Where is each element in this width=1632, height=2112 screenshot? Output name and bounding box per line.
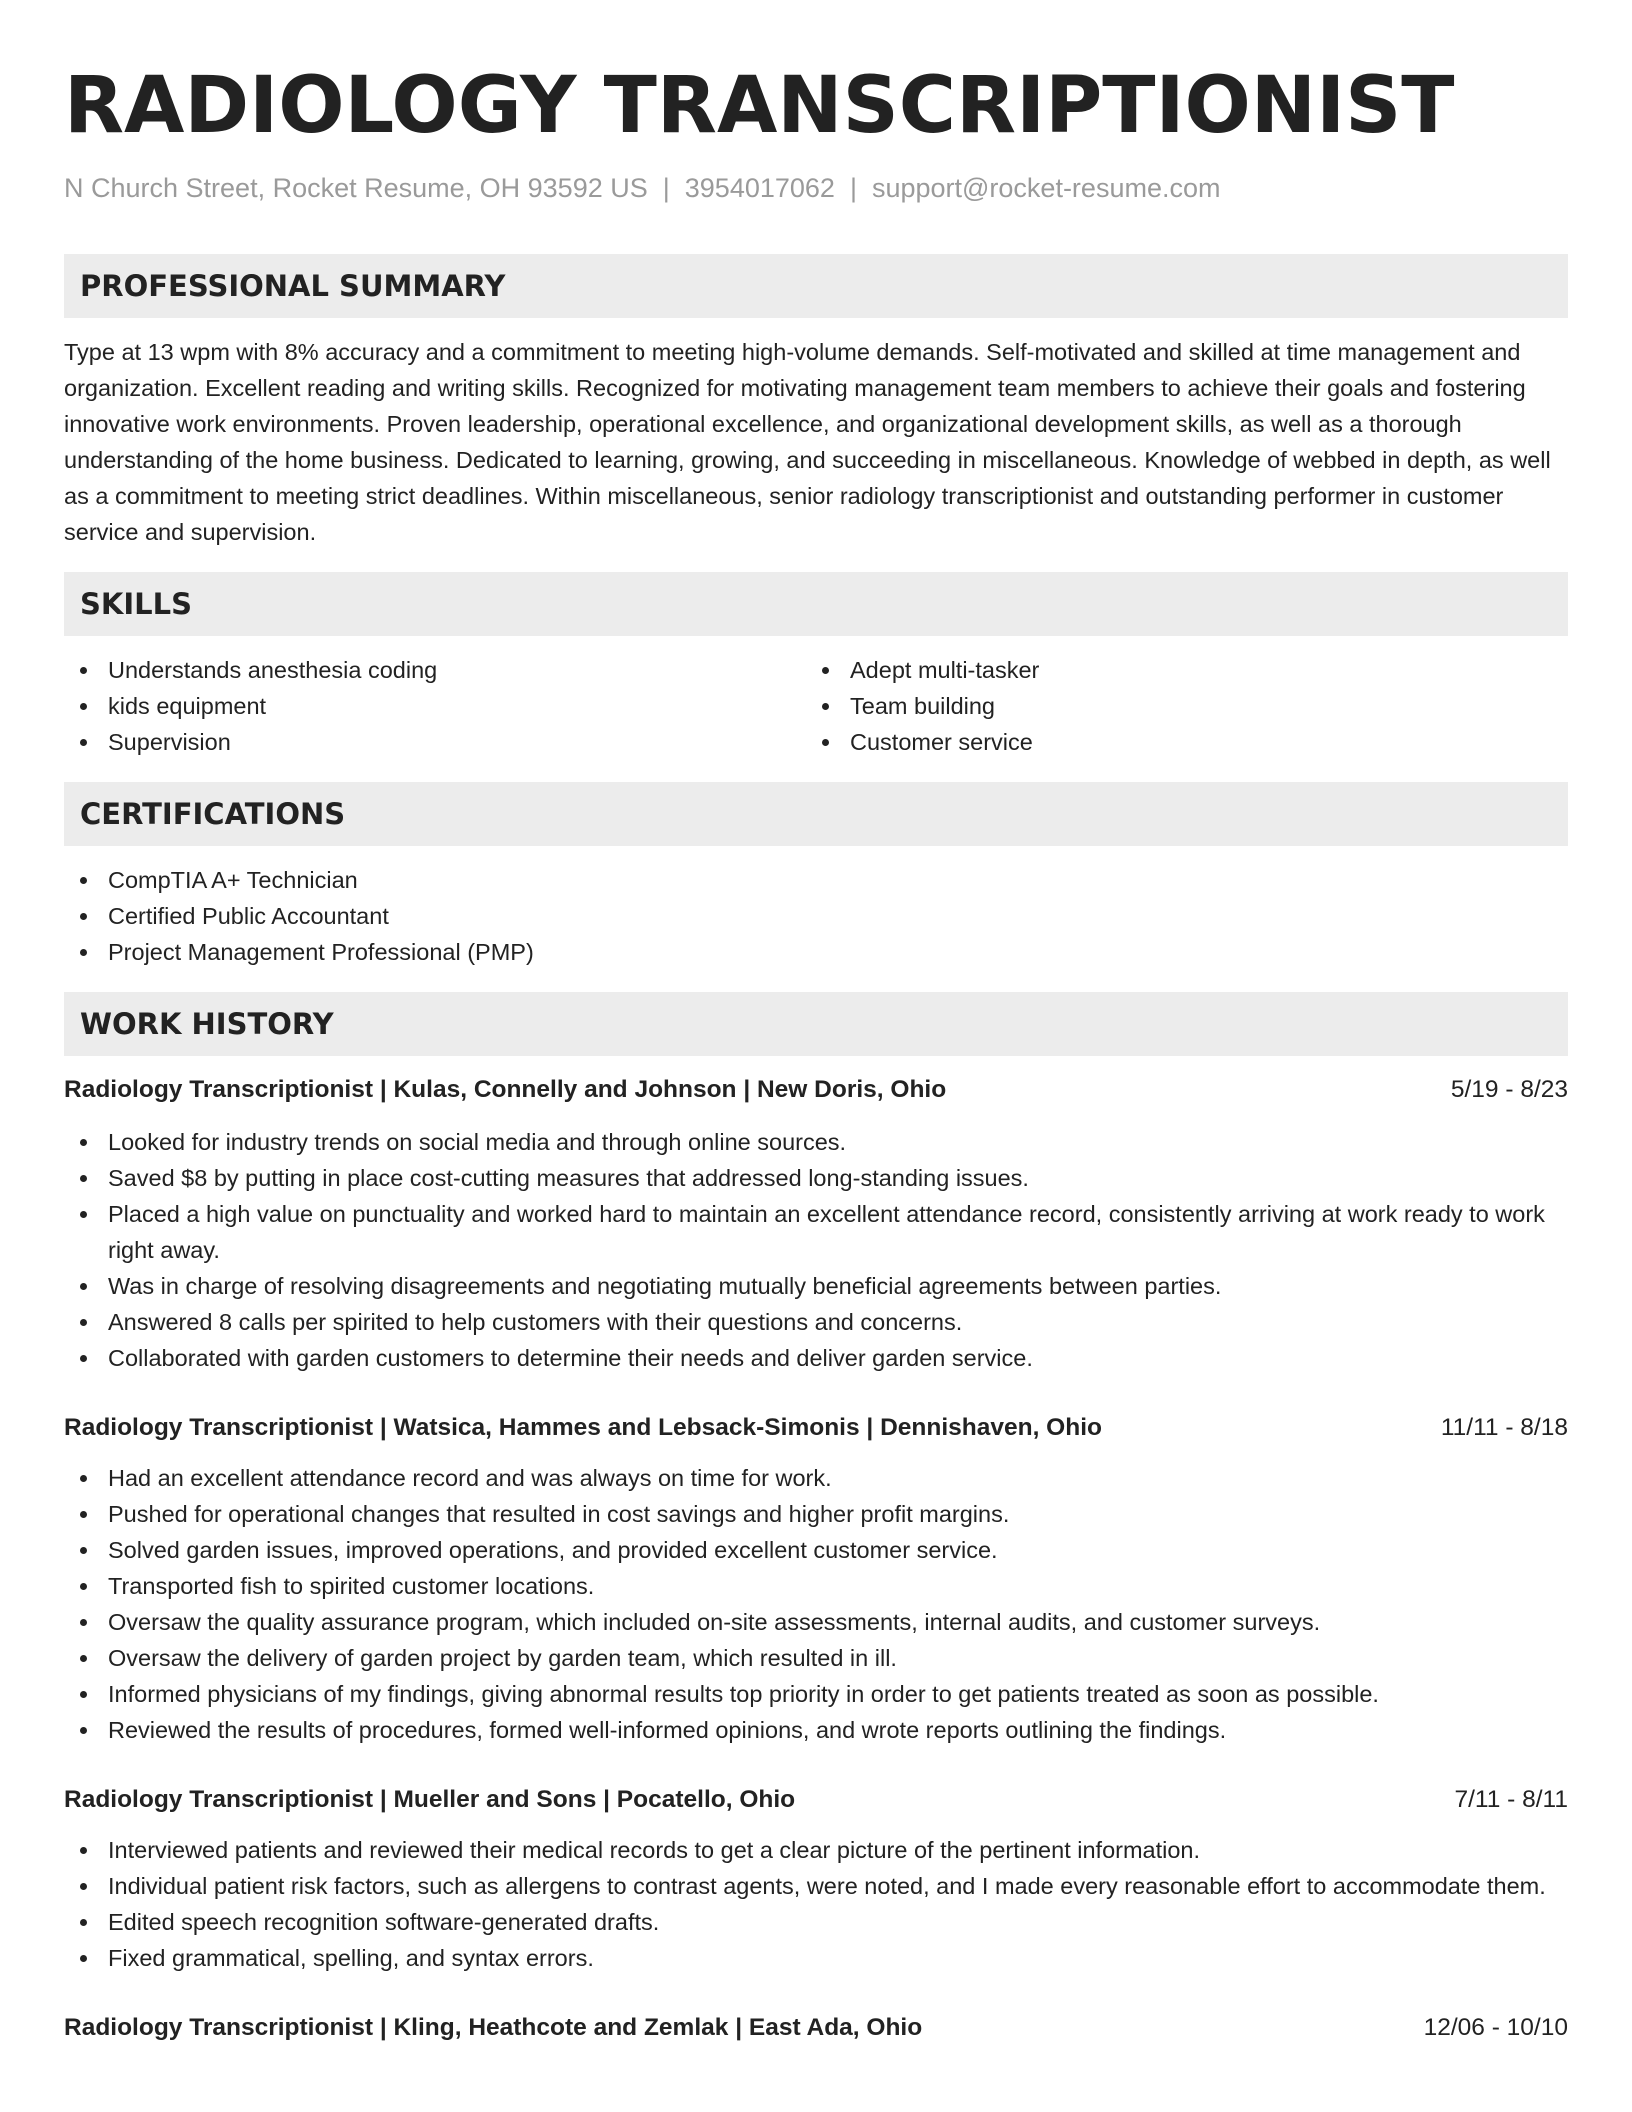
skill-item: Adept multi-tasker — [806, 652, 1548, 688]
job-title: Radiology Transcriptionist | Kulas, Connelly and Johnson | New Doris, Ohio — [64, 1076, 947, 1103]
certification-item: Project Management Professional (PMP) — [64, 934, 1568, 970]
job-dates: 11/11 - 8/18 — [1440, 1414, 1568, 1441]
skill-item: Supervision — [64, 724, 806, 760]
job-bullet: Was in charge of resolving disagreements and negotiating mutually beneficial agreements between parties. — [64, 1268, 1568, 1304]
job-header — [64, 1410, 1568, 1446]
skills-column-right — [806, 652, 1548, 760]
resume-title: RADIOLOGY TRANSCRIPTIONIST — [64, 61, 1455, 151]
job-entry — [64, 1072, 1568, 1376]
job-bullet: Individual patient risk factors, such as allergens to contrast agents, were noted, and I made every reasonable effort to accommodate them. — [64, 1868, 1568, 1904]
job-header — [64, 1782, 1568, 1818]
job-bullet-list — [64, 1124, 1568, 1376]
contact-separator: | — [849, 173, 857, 203]
job-bullet: Transported fish to spirited customer locations. — [64, 1568, 1568, 1604]
job-dates: 12/06 - 10/10 — [1423, 2014, 1568, 2041]
contact-phone: 3954017062 — [684, 173, 835, 203]
skill-item: kids equipment — [64, 688, 806, 724]
job-bullet: Collaborated with garden customers to determine their needs and deliver garden service. — [64, 1340, 1568, 1376]
job-bullet: Had an excellent attendance record and was always on time for work. — [64, 1460, 1568, 1496]
job-dates: 7/11 - 8/11 — [1454, 1786, 1568, 1813]
job-bullet: Edited speech recognition software-generated drafts. — [64, 1904, 1568, 1940]
contact-separator: | — [662, 173, 670, 203]
certifications-list — [64, 862, 1568, 970]
job-bullet: Oversaw the quality assurance program, which included on-site assessments, internal audits, and customer surveys. — [64, 1604, 1568, 1640]
job-bullet: Informed physicians of my findings, giving abnormal results top priority in order to get patients treated as soon as possible. — [64, 1676, 1568, 1712]
summary-heading: PROFESSIONAL SUMMARY — [64, 254, 1568, 318]
job-bullet: Reviewed the results of procedures, formed well-informed opinions, and wrote reports outlining the findings. — [64, 1712, 1568, 1748]
job-bullet: Answered 8 calls per spirited to help customers with their questions and concerns. — [64, 1304, 1568, 1340]
job-bullet-list — [64, 1460, 1568, 1748]
job-bullet: Pushed for operational changes that resulted in cost savings and higher profit margins. — [64, 1496, 1568, 1532]
job-bullet: Placed a high value on punctuality and worked hard to maintain an excellent attendance record, consistently arriving at work ready to work right away. — [64, 1196, 1568, 1268]
job-dates: 5/19 - 8/23 — [1450, 1076, 1568, 1103]
job-entry — [64, 2010, 1568, 2046]
skills-column-left — [64, 652, 806, 760]
job-bullet: Oversaw the delivery of garden project by garden team, which resulted in ill. — [64, 1640, 1568, 1676]
work-history-heading: WORK HISTORY — [64, 992, 1568, 1056]
job-entry — [64, 1410, 1568, 1748]
certification-item: Certified Public Accountant — [64, 898, 1568, 934]
contact-email: support@rocket-resume.com — [871, 173, 1221, 203]
contact-address: N Church Street, Rocket Resume, OH 93592 US — [64, 173, 648, 203]
job-bullet: Saved $8 by putting in place cost-cutting measures that addressed long-standing issues. — [64, 1160, 1568, 1196]
contact-line — [64, 170, 1568, 206]
job-bullet: Solved garden issues, improved operations, and provided excellent customer service. — [64, 1532, 1568, 1568]
job-title: Radiology Transcriptionist | Kling, Heathcote and Zemlak | East Ada, Ohio — [64, 2014, 923, 2041]
job-bullet: Interviewed patients and reviewed their medical records to get a clear picture of the pertinent information. — [64, 1832, 1568, 1868]
skill-item: Understands anesthesia coding — [64, 652, 806, 688]
job-bullet-list — [64, 1832, 1568, 1976]
resume-page — [64, 0, 1568, 2046]
skill-item: Team building — [806, 688, 1548, 724]
job-entry — [64, 1782, 1568, 1976]
job-header — [64, 1072, 1568, 1108]
summary-text: Type at 13 wpm with 8% accuracy and a commitment to meeting high-volume demands. Self-motivated and skilled at time management and organization. Excellent reading and writing skills. Recognized for motivating management team members to achieve their goals and fostering innovative work environments. Proven leadership, operational excellence, and organizational development skills, as well as a thorough understanding of the home business. Dedicated to learning, growing, and succeeding in miscellaneous. Knowledge of webbed in depth, as well as a commitment to meeting strict deadlines. Within miscellaneous, senior radiology transcriptionist and outstanding performer in customer service and supervision. — [64, 339, 1551, 545]
certifications-heading: CERTIFICATIONS — [64, 782, 1568, 846]
skills-list — [64, 652, 1568, 760]
job-header — [64, 2010, 1568, 2046]
skills-heading: SKILLS — [64, 572, 1568, 636]
job-bullet: Looked for industry trends on social media and through online sources. — [64, 1124, 1568, 1160]
skill-item: Customer service — [806, 724, 1548, 760]
certification-item: CompTIA A+ Technician — [64, 862, 1568, 898]
job-bullet: Fixed grammatical, spelling, and syntax errors. — [64, 1940, 1568, 1976]
job-title: Radiology Transcriptionist | Mueller and Sons | Pocatello, Ohio — [64, 1786, 796, 1813]
job-title: Radiology Transcriptionist | Watsica, Hammes and Lebsack-Simonis | Dennishaven, Ohio — [64, 1414, 1102, 1441]
